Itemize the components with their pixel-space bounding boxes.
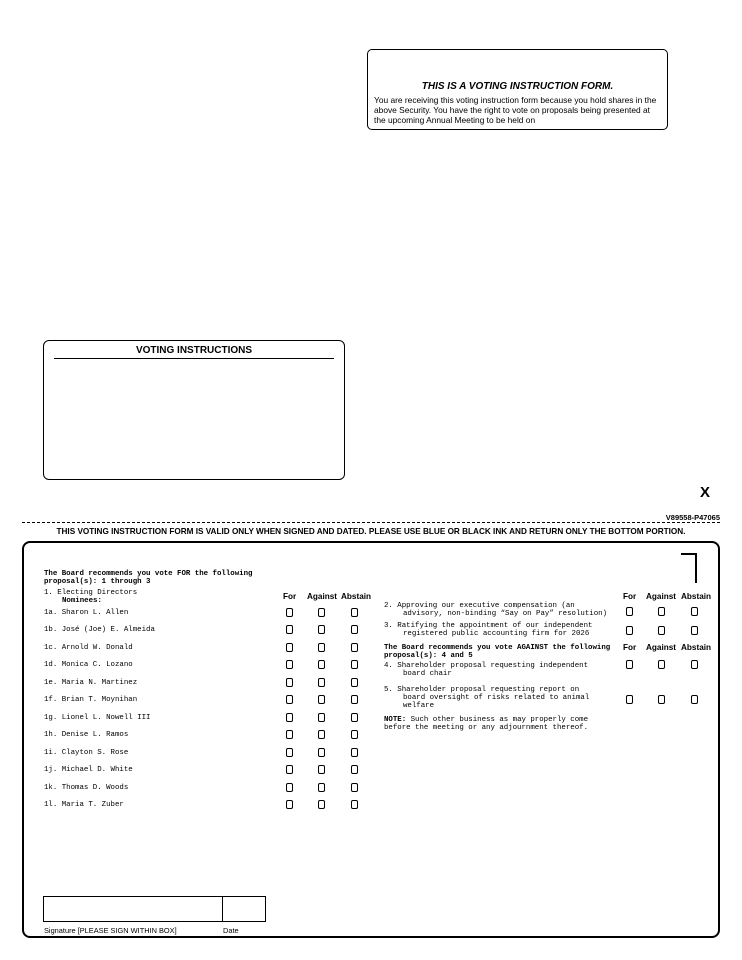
column-header-against: Against [646,643,677,652]
checkbox-abstain[interactable] [351,800,358,809]
column-header-abstain: Abstain [681,592,712,601]
proposal-5-line-1: 5. Shareholder proposal requesting report on [384,686,580,694]
checkbox-abstain[interactable] [351,765,358,774]
note-line-2: before the meeting or any adjournment thereof. [384,724,589,732]
proposal-3-checkbox-for[interactable] [626,626,633,635]
date-box-divider [222,896,223,922]
checkbox-for[interactable] [286,678,293,687]
note-label: NOTE: [384,716,407,724]
checkbox-for[interactable] [286,695,293,704]
note-text: Such other business as may properly come [406,716,589,724]
proposal-3-checkbox-abstain[interactable] [691,626,698,635]
checkbox-for[interactable] [286,800,293,809]
proposal-2-checkbox-abstain[interactable] [691,607,698,616]
proposal-3-line-1: 3. Ratifying the appointment of our independent [384,622,593,630]
nominee-label: 1j. Michael D. White [44,766,133,775]
nominee-label: 1a. Sharon L. Allen [44,609,129,617]
column-header-for: For [623,592,637,601]
nominee-label: 1b. José (Joe) E. Almeida [44,626,155,635]
checkbox-for[interactable] [286,643,293,652]
checkbox-abstain[interactable] [351,748,358,757]
proposal-5-checkbox-against[interactable] [658,695,665,704]
nominee-label: 1f. Brian T. Moynihan [44,696,138,705]
proposal-1-label: 1. Electing Directors [44,589,138,597]
proposal-5-line-3: welfare [403,702,435,710]
notice-title: THIS IS A VOTING INSTRUCTION FORM. [421,81,614,92]
nominee-label: 1i. Clayton S. Rose [44,748,129,757]
column-header-against: Against [646,592,677,601]
proposal-4-checkbox-for[interactable] [626,660,633,669]
checkbox-abstain[interactable] [351,713,358,722]
column-header-against: Against [307,592,338,601]
column-header-abstain: Abstain [681,643,712,652]
column-header-for: For [283,592,297,601]
board-recommendation-for: The Board recommends you vote FOR the following [44,570,253,578]
proposal-2-line-1: 2. Approving our executive compensation (an [384,602,575,610]
proposal-2-line-2: advisory, non-binding “Say on Pay” resolution) [403,610,608,618]
nominee-label: 1c. Arnold W. Donald [44,643,133,652]
signature-box[interactable] [43,896,266,922]
checkbox-against[interactable] [318,748,325,757]
proposal-3-checkbox-against[interactable] [658,626,665,635]
checkbox-against[interactable] [318,713,325,722]
proposal-3-line-2: registered public accounting firm for 2026 [403,630,590,638]
nominee-label: 1g. Lionel L. Nowell III [44,713,151,722]
checkbox-for[interactable] [286,765,293,774]
checkbox-abstain[interactable] [351,660,358,669]
voting-instructions-box [43,340,345,480]
nominee-label: 1h. Denise L. Ramos [44,731,129,740]
proposal-5-line-2: board oversight of risks related to animal [403,694,590,702]
proposal-5-checkbox-abstain[interactable] [691,695,698,704]
board-recommendation-against-proposals: proposal(s): 4 and 5 [384,652,473,660]
detach-line [22,522,720,523]
x-mark: X [700,484,711,501]
checkbox-for[interactable] [286,625,293,634]
nominee-label: 1d. Monica C. Lozano [44,661,133,670]
board-recommendation-against: The Board recommends you vote AGAINST the following [384,644,611,652]
checkbox-against[interactable] [318,608,325,617]
nominee-label: 1e. Maria N. Martinez [44,678,138,687]
proposal-2-checkbox-for[interactable] [626,607,633,616]
checkbox-against[interactable] [318,643,325,652]
checkbox-abstain[interactable] [351,695,358,704]
notice-text: You are receiving this voting instruction form because you hold shares in the above Security. You have the right to vote on proposals being presented at the upcoming Annual Meeting to be held on [374,95,657,125]
voting-instructions-rule [54,358,334,359]
nominee-label: 1k. Thomas D. Woods [44,783,129,792]
voting-instructions-title: VOTING INSTRUCTIONS [135,345,253,356]
checkbox-against[interactable] [318,730,325,739]
signature-label: Signature [PLEASE SIGN WITHIN BOX] [44,926,177,935]
checkbox-for[interactable] [286,608,293,617]
checkbox-abstain[interactable] [351,678,358,687]
checkbox-abstain[interactable] [351,608,358,617]
nominee-label: 1l. Maria T. Zuber [44,800,124,809]
checkbox-abstain[interactable] [351,730,358,739]
checkbox-for[interactable] [286,748,293,757]
checkbox-against[interactable] [318,660,325,669]
checkbox-against[interactable] [318,783,325,792]
proposal-4-checkbox-against[interactable] [658,660,665,669]
checkbox-for[interactable] [286,660,293,669]
validity-note: THIS VOTING INSTRUCTION FORM IS VALID ONLY WHEN SIGNED AND DATED. PLEASE USE BLUE OR BLACK INK AND RETURN ONLY THE BOTTOM PORTION. [56,527,686,536]
checkbox-abstain[interactable] [351,643,358,652]
proposal-4-line-1: 4. Shareholder proposal requesting independent [384,662,589,670]
checkbox-abstain[interactable] [351,625,358,634]
checkbox-against[interactable] [318,765,325,774]
checkbox-against[interactable] [318,625,325,634]
proposal-2-checkbox-against[interactable] [658,607,665,616]
corner-registration-mark [681,553,697,583]
proposal-4-checkbox-abstain[interactable] [691,660,698,669]
column-header-abstain: Abstain [341,592,372,601]
checkbox-against[interactable] [318,800,325,809]
voting-instruction-notice [367,49,668,130]
proposal-4-line-2: board chair [403,670,452,678]
column-header-for: For [623,643,637,652]
checkbox-for[interactable] [286,730,293,739]
checkbox-for[interactable] [286,713,293,722]
checkbox-abstain[interactable] [351,783,358,792]
checkbox-against[interactable] [318,678,325,687]
board-recommendation-for-proposals: proposal(s): 1 through 3 [44,578,151,586]
checkbox-for[interactable] [286,783,293,792]
control-number: V89558-P47065 [665,513,720,522]
checkbox-against[interactable] [318,695,325,704]
proposal-5-checkbox-for[interactable] [626,695,633,704]
nominees-label: Nominees: [62,597,102,605]
date-label: Date [223,926,239,935]
